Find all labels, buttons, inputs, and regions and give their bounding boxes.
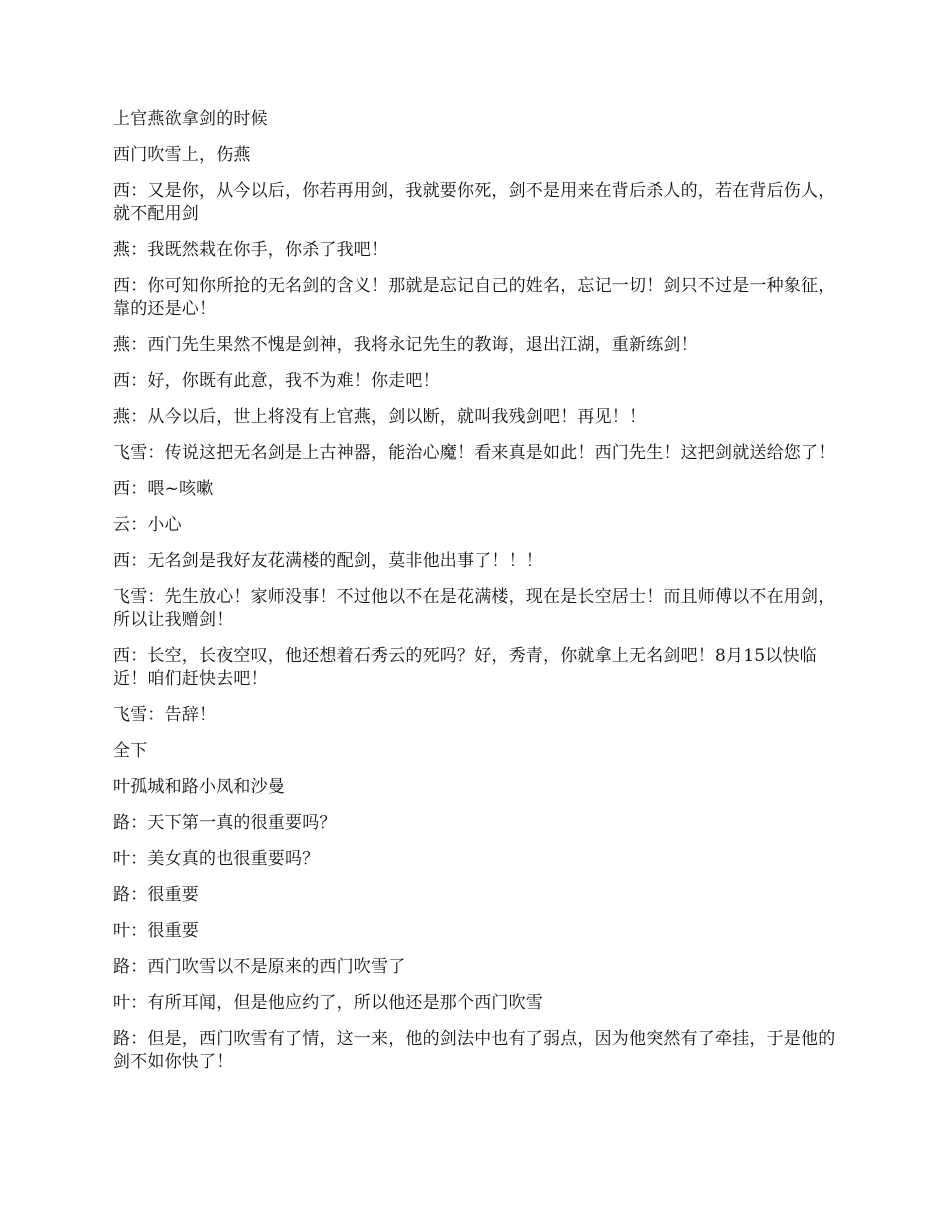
paragraph-24: 路：但是，西门吹雪有了情，这一来，他的剑法中也有了弱点，因为他突然有了牵挂，于是他的剑不如你快了！ — [113, 1029, 836, 1072]
paragraph-8: 燕：从今以后，世上将没有上官燕，剑以断，就叫我残剑吧！再见！！ — [113, 407, 647, 427]
paragraph-21: 叶：很重要 — [113, 921, 199, 941]
paragraph-12: 西：无名剑是我好友花满楼的配剑，莫非他出事了！！！ — [113, 551, 543, 571]
paragraph-4: 燕：我既然栽在你手，你杀了我吧！ — [113, 240, 389, 260]
paragraph-22: 路：西门吹雪以不是原来的西门吹雪了 — [113, 957, 406, 977]
paragraph-1: 上官燕欲拿剑的时候 — [113, 109, 268, 129]
paragraph-11: 云：小心 — [113, 515, 182, 535]
paragraph-13: 飞雪：先生放心！家师没事！不过他以不在是花满楼，现在是长空居士！而且师傅以不在用剑，所以让我赠剑！ — [113, 587, 836, 630]
paragraph-7: 西：好，你既有此意，我不为难！你走吧！ — [113, 371, 440, 391]
paragraph-23: 叶：有所耳闻，但是他应约了，所以他还是那个西门吹雪 — [113, 993, 543, 1013]
paragraph-16: 全下 — [113, 741, 148, 761]
paragraph-9: 飞雪：传说这把无名剑是上古神器，能治心魔！看来真是如此！西门先生！这把剑就送给您了！ — [113, 443, 836, 463]
paragraph-19: 叶：美女真的也很重要吗？ — [113, 849, 320, 869]
paragraph-6: 燕：西门先生果然不愧是剑神，我将永记先生的教诲，退出江湖，重新练剑！ — [113, 335, 698, 355]
paragraph-15: 飞雪：告辞！ — [113, 705, 217, 725]
paragraph-17: 叶孤城和路小凤和沙曼 — [113, 777, 285, 797]
paragraph-5: 西：你可知你所抢的无名剑的含义！那就是忘记自己的姓名，忘记一切！剑只不过是一种象征，靠的还是心！ — [113, 276, 836, 319]
document-body — [113, 108, 843, 1087]
paragraph-14: 西：长空，长夜空叹，他还想着石秀云的死吗？好，秀青，你就拿上无名剑吧！8月15以快临近！咱们赶快去吧！ — [113, 646, 817, 689]
paragraph-3: 西：又是你，从今以后，你若再用剑，我就要你死，剑不是用来在背后杀人的，若在背后伤人，就不配用剑 — [113, 181, 836, 224]
paragraph-2: 西门吹雪上，伤燕 — [113, 145, 251, 165]
paragraph-18: 路：天下第一真的很重要吗？ — [113, 813, 337, 833]
paragraph-20: 路：很重要 — [113, 885, 199, 905]
paragraph-10: 西：喂~咳嗽 — [113, 479, 214, 499]
